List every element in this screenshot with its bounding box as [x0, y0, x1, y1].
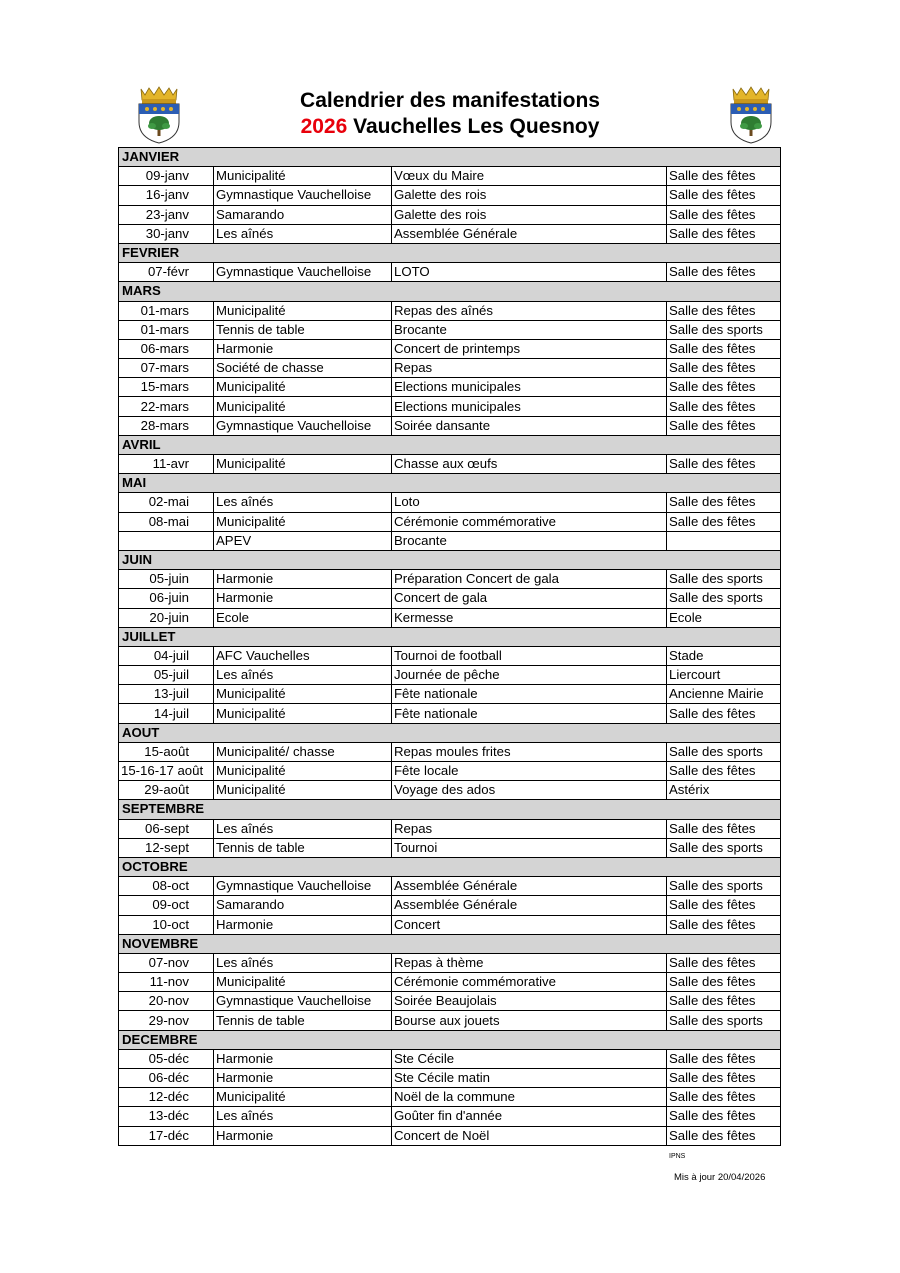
month-name: FEVRIER: [119, 243, 781, 262]
event-date: 09-janv: [119, 167, 214, 186]
event-row: [119, 455, 781, 474]
event-name: Concert de Noël: [392, 1126, 667, 1145]
event-organizer: Samarando: [214, 205, 392, 224]
event-row: [119, 1107, 781, 1126]
month-header-row: [119, 243, 781, 262]
event-row: [119, 493, 781, 512]
event-row: [119, 838, 781, 857]
calendar-body: [119, 148, 781, 1146]
event-row: [119, 167, 781, 186]
event-date: 05-déc: [119, 1049, 214, 1068]
event-location: Ancienne Mairie: [667, 685, 781, 704]
month-name: NOVEMBRE: [119, 934, 781, 953]
event-location: Salle des sports: [667, 570, 781, 589]
event-organizer: Les aînés: [214, 1107, 392, 1126]
event-location: Salle des fêtes: [667, 973, 781, 992]
event-location: Salle des fêtes: [667, 359, 781, 378]
event-date: 15-16-17 août: [119, 762, 214, 781]
event-row: [119, 397, 781, 416]
month-name: JUILLET: [119, 627, 781, 646]
event-row: [119, 915, 781, 934]
event-name: Elections municipales: [392, 397, 667, 416]
event-location: Salle des sports: [667, 320, 781, 339]
event-organizer: Municipalité: [214, 685, 392, 704]
month-header-row: [119, 800, 781, 819]
event-date: 05-juin: [119, 570, 214, 589]
event-name: Repas moules frites: [392, 742, 667, 761]
event-location: Salle des fêtes: [667, 205, 781, 224]
event-row: [119, 1069, 781, 1088]
event-date: 29-août: [119, 781, 214, 800]
event-row: [119, 608, 781, 627]
event-row: [119, 953, 781, 972]
event-row: [119, 1088, 781, 1107]
month-name: SEPTEMBRE: [119, 800, 781, 819]
event-row: [119, 359, 781, 378]
last-updated: Mis à jour 20/04/2026: [674, 1172, 766, 1183]
event-row: [119, 301, 781, 320]
event-organizer: Municipalité: [214, 167, 392, 186]
event-date: 15-mars: [119, 378, 214, 397]
month-header-row: [119, 550, 781, 569]
event-date: 17-déc: [119, 1126, 214, 1145]
event-location: Salle des fêtes: [667, 397, 781, 416]
event-location: [667, 531, 781, 550]
event-location: Salle des fêtes: [667, 896, 781, 915]
event-location: Liercourt: [667, 666, 781, 685]
event-date: 30-janv: [119, 224, 214, 243]
event-date: 16-janv: [119, 186, 214, 205]
event-name: Concert de gala: [392, 589, 667, 608]
event-date: 08-oct: [119, 877, 214, 896]
event-organizer: Tennis de table: [214, 320, 392, 339]
month-name: AVRIL: [119, 435, 781, 454]
event-name: LOTO: [392, 263, 667, 282]
event-row: [119, 646, 781, 665]
event-row: [119, 531, 781, 550]
event-name: Assemblée Générale: [392, 224, 667, 243]
event-date: 06-juin: [119, 589, 214, 608]
month-header-row: [119, 627, 781, 646]
event-organizer: Municipalité: [214, 301, 392, 320]
event-organizer: Gymnastique Vauchelloise: [214, 263, 392, 282]
event-row: [119, 263, 781, 282]
event-organizer: Municipalité: [214, 455, 392, 474]
event-name: Repas des aînés: [392, 301, 667, 320]
event-organizer: Municipalité: [214, 762, 392, 781]
month-header-row: [119, 857, 781, 876]
event-name: Chasse aux œufs: [392, 455, 667, 474]
month-name: JANVIER: [119, 148, 781, 167]
event-name: Elections municipales: [392, 378, 667, 397]
event-name: Journée de pêche: [392, 666, 667, 685]
event-location: Salle des fêtes: [667, 224, 781, 243]
event-organizer: Municipalité: [214, 704, 392, 723]
event-location: Salle des fêtes: [667, 455, 781, 474]
event-date: 28-mars: [119, 416, 214, 435]
event-row: [119, 896, 781, 915]
event-date: 02-mai: [119, 493, 214, 512]
event-date: 07-mars: [119, 359, 214, 378]
event-location: Salle des fêtes: [667, 915, 781, 934]
event-name: Concert de printemps: [392, 339, 667, 358]
event-row: [119, 1011, 781, 1030]
event-row: [119, 973, 781, 992]
month-header-row: [119, 723, 781, 742]
event-name: Galette des rois: [392, 186, 667, 205]
event-row: [119, 762, 781, 781]
title-town: Vauchelles Les Quesnoy: [347, 115, 600, 138]
event-organizer: Municipalité: [214, 781, 392, 800]
event-location: Salle des fêtes: [667, 762, 781, 781]
event-row: [119, 512, 781, 531]
event-date: 07-févr: [119, 263, 214, 282]
event-date: 06-mars: [119, 339, 214, 358]
event-name: Repas à thème: [392, 953, 667, 972]
event-name: Repas: [392, 359, 667, 378]
event-name: Galette des rois: [392, 205, 667, 224]
event-name: Ste Cécile matin: [392, 1069, 667, 1088]
event-date: 11-nov: [119, 973, 214, 992]
event-row: [119, 186, 781, 205]
event-organizer: Harmonie: [214, 1126, 392, 1145]
event-row: [119, 877, 781, 896]
event-organizer: Tennis de table: [214, 838, 392, 857]
event-organizer: Les aînés: [214, 493, 392, 512]
event-date: 13-déc: [119, 1107, 214, 1126]
event-row: [119, 666, 781, 685]
event-location: Astérix: [667, 781, 781, 800]
event-date: 13-juil: [119, 685, 214, 704]
month-header-row: [119, 474, 781, 493]
event-location: Salle des fêtes: [667, 1049, 781, 1068]
event-row: [119, 1049, 781, 1068]
event-date: 12-sept: [119, 838, 214, 857]
event-name: Voyage des ados: [392, 781, 667, 800]
month-name: MAI: [119, 474, 781, 493]
event-location: Salle des sports: [667, 877, 781, 896]
event-date: 05-juil: [119, 666, 214, 685]
event-date: 22-mars: [119, 397, 214, 416]
event-organizer: Municipalité: [214, 378, 392, 397]
event-name: Vœux du Maire: [392, 167, 667, 186]
event-organizer: Harmonie: [214, 589, 392, 608]
event-location: Salle des sports: [667, 589, 781, 608]
event-row: [119, 704, 781, 723]
month-header-row: [119, 934, 781, 953]
event-row: [119, 819, 781, 838]
event-location: Salle des sports: [667, 742, 781, 761]
event-row: [119, 589, 781, 608]
event-organizer: Tennis de table: [214, 1011, 392, 1030]
event-name: Fête locale: [392, 762, 667, 781]
event-row: [119, 781, 781, 800]
event-name: Assemblée Générale: [392, 877, 667, 896]
event-location: Salle des fêtes: [667, 263, 781, 282]
event-row: [119, 992, 781, 1011]
event-organizer: Les aînés: [214, 953, 392, 972]
event-name: Loto: [392, 493, 667, 512]
event-row: [119, 685, 781, 704]
event-name: Ste Cécile: [392, 1049, 667, 1068]
event-date: 04-juil: [119, 646, 214, 665]
event-location: Salle des fêtes: [667, 512, 781, 531]
event-date: 11-avr: [119, 455, 214, 474]
event-date: 07-nov: [119, 953, 214, 972]
event-row: [119, 320, 781, 339]
event-name: Fête nationale: [392, 685, 667, 704]
event-organizer: Harmonie: [214, 915, 392, 934]
event-date: 10-oct: [119, 915, 214, 934]
month-header-row: [119, 1030, 781, 1049]
title-line-2: [0, 114, 900, 140]
event-organizer: AFC Vauchelles: [214, 646, 392, 665]
event-name: Concert: [392, 915, 667, 934]
event-date: 06-déc: [119, 1069, 214, 1088]
event-name: Assemblée Générale: [392, 896, 667, 915]
event-date: 23-janv: [119, 205, 214, 224]
event-row: [119, 378, 781, 397]
event-date: [119, 531, 214, 550]
event-name: Soirée dansante: [392, 416, 667, 435]
event-location: Salle des fêtes: [667, 1069, 781, 1088]
event-location: Salle des fêtes: [667, 301, 781, 320]
event-date: 14-juil: [119, 704, 214, 723]
events-calendar-table: [118, 147, 781, 1146]
event-location: Stade: [667, 646, 781, 665]
event-name: Préparation Concert de gala: [392, 570, 667, 589]
event-row: [119, 339, 781, 358]
event-location: Salle des fêtes: [667, 1126, 781, 1145]
event-location: Salle des fêtes: [667, 167, 781, 186]
month-name: AOUT: [119, 723, 781, 742]
event-name: Cérémonie commémorative: [392, 512, 667, 531]
event-row: [119, 1126, 781, 1145]
event-location: Salle des fêtes: [667, 992, 781, 1011]
event-date: 15-août: [119, 742, 214, 761]
event-organizer: Gymnastique Vauchelloise: [214, 416, 392, 435]
month-name: MARS: [119, 282, 781, 301]
event-name: Brocante: [392, 531, 667, 550]
event-organizer: APEV: [214, 531, 392, 550]
event-location: Salle des fêtes: [667, 1107, 781, 1126]
event-date: 01-mars: [119, 301, 214, 320]
event-row: [119, 570, 781, 589]
title-year: 2026: [300, 115, 348, 138]
month-header-row: [119, 435, 781, 454]
event-name: Repas: [392, 819, 667, 838]
title-line-1: Calendrier des manifestations: [300, 89, 600, 112]
event-organizer: Harmonie: [214, 339, 392, 358]
event-location: Salle des fêtes: [667, 378, 781, 397]
event-location: Ecole: [667, 608, 781, 627]
event-row: [119, 416, 781, 435]
event-date: 08-mai: [119, 512, 214, 531]
month-header-row: [119, 282, 781, 301]
event-location: Salle des fêtes: [667, 819, 781, 838]
event-name: Brocante: [392, 320, 667, 339]
event-organizer: Municipalité: [214, 512, 392, 531]
event-name: Kermesse: [392, 608, 667, 627]
event-location: Salle des sports: [667, 1011, 781, 1030]
event-date: 20-juin: [119, 608, 214, 627]
event-name: Soirée Beaujolais: [392, 992, 667, 1011]
month-name: JUIN: [119, 550, 781, 569]
event-organizer: Samarando: [214, 896, 392, 915]
event-date: 20-nov: [119, 992, 214, 1011]
event-date: 29-nov: [119, 1011, 214, 1030]
event-name: Tournoi de football: [392, 646, 667, 665]
event-organizer: Gymnastique Vauchelloise: [214, 992, 392, 1011]
event-name: Cérémonie commémorative: [392, 973, 667, 992]
month-name: OCTOBRE: [119, 857, 781, 876]
event-location: Salle des fêtes: [667, 186, 781, 205]
event-location: Salle des fêtes: [667, 704, 781, 723]
event-name: Fête nationale: [392, 704, 667, 723]
event-organizer: Harmonie: [214, 570, 392, 589]
event-name: Tournoi: [392, 838, 667, 857]
event-row: [119, 742, 781, 761]
event-organizer: Municipalité: [214, 1088, 392, 1107]
month-header-row: [119, 148, 781, 167]
event-organizer: Harmonie: [214, 1069, 392, 1088]
event-organizer: Gymnastique Vauchelloise: [214, 186, 392, 205]
event-row: [119, 205, 781, 224]
event-organizer: Les aînés: [214, 819, 392, 838]
event-location: Salle des fêtes: [667, 416, 781, 435]
event-organizer: Les aînés: [214, 224, 392, 243]
event-date: 09-oct: [119, 896, 214, 915]
event-organizer: Municipalité/ chasse: [214, 742, 392, 761]
event-location: Salle des fêtes: [667, 1088, 781, 1107]
event-organizer: Gymnastique Vauchelloise: [214, 877, 392, 896]
event-organizer: Municipalité: [214, 397, 392, 416]
event-organizer: Les aînés: [214, 666, 392, 685]
event-name: Bourse aux jouets: [392, 1011, 667, 1030]
event-organizer: Harmonie: [214, 1049, 392, 1068]
event-location: Salle des fêtes: [667, 493, 781, 512]
event-date: 06-sept: [119, 819, 214, 838]
event-organizer: Ecole: [214, 608, 392, 627]
event-location: Salle des fêtes: [667, 339, 781, 358]
event-date: 01-mars: [119, 320, 214, 339]
month-name: DECEMBRE: [119, 1030, 781, 1049]
event-name: Goûter fin d'année: [392, 1107, 667, 1126]
event-row: [119, 224, 781, 243]
page-title: [0, 88, 900, 140]
ipns-label: IPNS: [669, 1153, 686, 1160]
event-organizer: Municipalité: [214, 973, 392, 992]
event-organizer: Société de chasse: [214, 359, 392, 378]
event-name: Noël de la commune: [392, 1088, 667, 1107]
event-location: Salle des sports: [667, 838, 781, 857]
event-location: Salle des fêtes: [667, 953, 781, 972]
event-date: 12-déc: [119, 1088, 214, 1107]
